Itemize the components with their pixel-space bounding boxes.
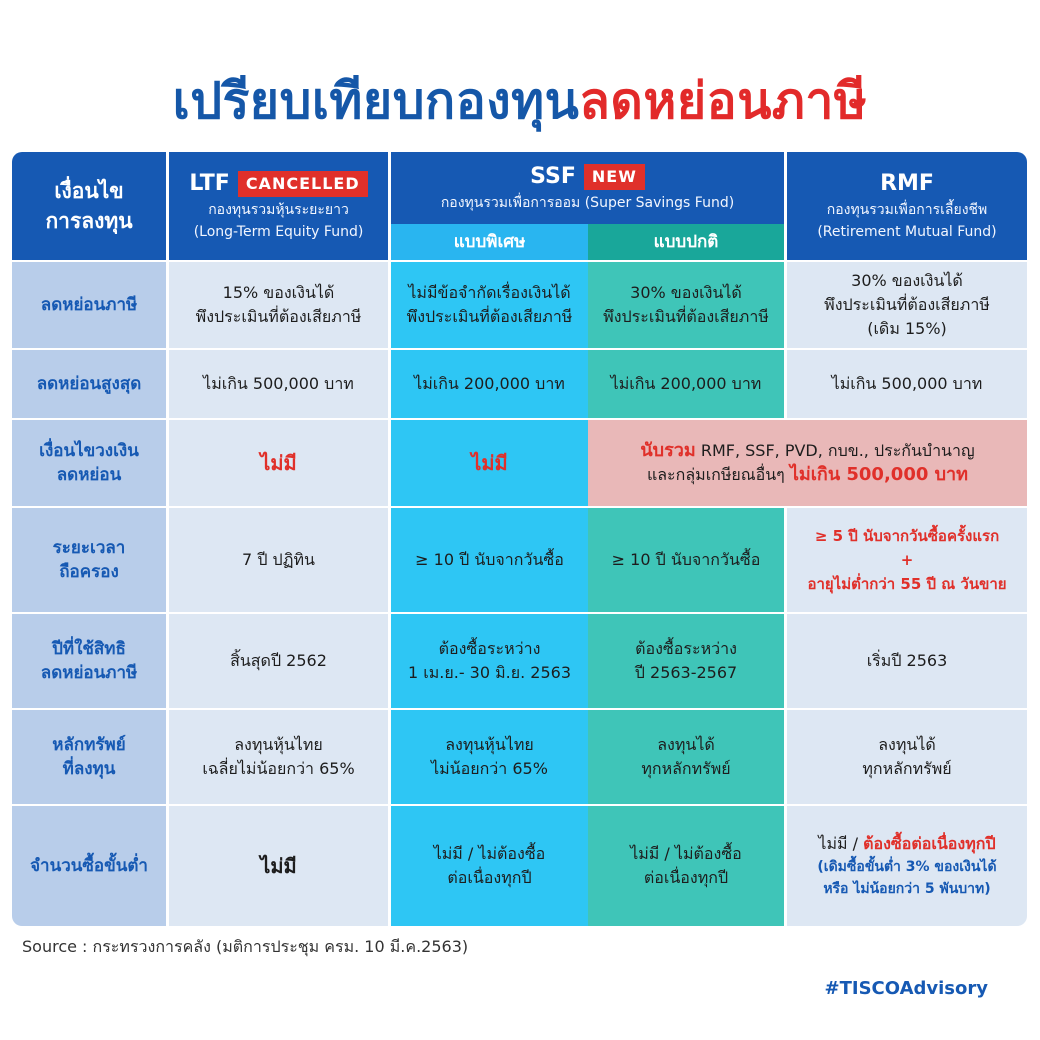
comparison-table xyxy=(12,152,1027,926)
merged-limit-condition xyxy=(588,420,1027,506)
rmf-min-2: (เดิมซื้อขั้นต่ำ 3% ของเงินได้ หรือ ไม่น้อยกว่า 5 พันบาท) xyxy=(817,859,997,897)
rmf-holding-3: อายุไม่ต่ำกว่า 55 ปี ณ วันขาย xyxy=(807,575,1007,593)
row-label-max-deduction: ลดหย่อนสูงสุด xyxy=(12,350,166,418)
rmf-securities: ลงทุนได้ ทุกหลักทรัพย์ xyxy=(787,710,1027,804)
hashtag: #TISCOAdvisory xyxy=(824,978,988,999)
ltf-name: LTF xyxy=(189,171,230,196)
merged-c: และกลุ่มเกษียณอื่นๆ xyxy=(646,465,790,484)
rmf-tax-year: เริ่มปี 2563 xyxy=(787,614,1027,708)
ltf-sub2: (Long-Term Equity Fund) xyxy=(193,224,364,240)
rmf-tax-deduction: 30% ของเงินได้ พึงประเมินที่ต้องเสียภาษี (เดิม 15%) xyxy=(787,262,1027,348)
row-label-tax-deduction: ลดหย่อนภาษี xyxy=(12,262,166,348)
spec-limit-condition: ไม่มี xyxy=(391,420,588,506)
rmf-min-purchase xyxy=(787,806,1027,926)
spec-tax-year: ต้องซื้อระหว่าง 1 เม.ย.- 30 มิ.ย. 2563 xyxy=(391,614,588,708)
norm-max-deduction: ไม่เกิน 200,000 บาท xyxy=(588,350,784,418)
ltf-max-deduction: ไม่เกิน 500,000 บาท xyxy=(169,350,388,418)
new-badge: NEW xyxy=(584,164,645,190)
norm-tax-deduction: 30% ของเงินได้ พึงประเมินที่ต้องเสียภาษี xyxy=(588,262,784,348)
rmf-header xyxy=(787,152,1027,260)
row-label-tax-year: ปีที่ใช้สิทธิ ลดหย่อนภาษี xyxy=(12,614,166,708)
rmf-holding-1: ≥ 5 ปี นับจากวันซื้อครั้งแรก xyxy=(814,527,1000,545)
title-part2: ลดหย่อนภาษี xyxy=(579,73,868,129)
merged-a: นับรวม xyxy=(640,440,696,461)
rmf-holding-2: + xyxy=(900,551,914,569)
ltf-tax-deduction: 15% ของเงินได้ พึงประเมินที่ต้องเสียภาษี xyxy=(169,262,388,348)
spec-max-deduction: ไม่เกิน 200,000 บาท xyxy=(391,350,588,418)
ssf-tab-normal: แบบปกติ xyxy=(588,224,784,260)
ltf-securities: ลงทุนหุ้นไทย เฉลี่ยไม่น้อยกว่า 65% xyxy=(169,710,388,804)
merged-b: RMF, SSF, PVD, กบข., ประกันบำนาญ xyxy=(695,441,975,460)
ltf-limit-condition: ไม่มี xyxy=(169,420,388,506)
rmf-name: RMF xyxy=(880,171,934,196)
ltf-min-purchase: ไม่มี xyxy=(169,806,388,926)
spec-tax-deduction: ไม่มีข้อจำกัดเรื่องเงินได้ พึงประเมินที่ต้องเสียภาษี xyxy=(391,262,588,348)
rmf-sub1: กองทุนรวมเพื่อการเลี้ยงชีพ xyxy=(826,202,988,218)
ltf-header xyxy=(169,152,388,260)
rmf-min-1a: ไม่มี / xyxy=(818,834,864,853)
norm-min-purchase: ไม่มี / ไม่ต้องซื้อ ต่อเนื่องทุกปี xyxy=(588,806,784,926)
ssf-header xyxy=(391,152,784,224)
norm-holding-period: ≥ 10 ปี นับจากวันซื้อ xyxy=(588,508,784,612)
source-note: Source : กระทรวงการคลัง (มติการประชุม ครม. 10 มี.ค.2563) xyxy=(22,937,469,956)
row-label-holding-period: ระยะเวลา ถือครอง xyxy=(12,508,166,612)
conditions-header: เงื่อนไข การลงทุน xyxy=(12,152,166,260)
spec-min-purchase: ไม่มี / ไม่ต้องซื้อ ต่อเนื่องทุกปี xyxy=(391,806,588,926)
ltf-tax-year: สิ้นสุดปี 2562 xyxy=(169,614,388,708)
rmf-holding-period xyxy=(787,508,1027,612)
spec-securities: ลงทุนหุ้นไทย ไม่น้อยกว่า 65% xyxy=(391,710,588,804)
rmf-max-deduction: ไม่เกิน 500,000 บาท xyxy=(787,350,1027,418)
rmf-min-1b: ต้องซื้อต่อเนื่องทุกปี xyxy=(863,834,996,853)
ssf-name: SSF xyxy=(530,164,576,189)
row-label-securities: หลักทรัพย์ ที่ลงทุน xyxy=(12,710,166,804)
title-part1: เปรียบเทียบกองทุน xyxy=(172,73,580,129)
norm-tax-year: ต้องซื้อระหว่าง ปี 2563-2567 xyxy=(588,614,784,708)
spec-holding-period: ≥ 10 ปี นับจากวันซื้อ xyxy=(391,508,588,612)
ltf-holding-period: 7 ปี ปฏิทิน xyxy=(169,508,388,612)
page-title xyxy=(0,66,1040,136)
row-label-min-purchase: จำนวนซื้อขั้นต่ำ xyxy=(12,806,166,926)
norm-securities: ลงทุนได้ ทุกหลักทรัพย์ xyxy=(588,710,784,804)
cancelled-badge: CANCELLED xyxy=(238,171,368,197)
ltf-sub1: กองทุนรวมหุ้นระยะยาว xyxy=(208,202,349,218)
ssf-tab-special: แบบพิเศษ xyxy=(391,224,588,260)
merged-d: ไม่เกิน 500,000 บาท xyxy=(789,464,969,485)
row-label-limit-condition: เงื่อนไขวงเงิน ลดหย่อน xyxy=(12,420,166,506)
rmf-sub2: (Retirement Mutual Fund) xyxy=(817,224,997,240)
ssf-sub1: กองทุนรวมเพื่อการออม (Super Savings Fund) xyxy=(440,195,735,211)
